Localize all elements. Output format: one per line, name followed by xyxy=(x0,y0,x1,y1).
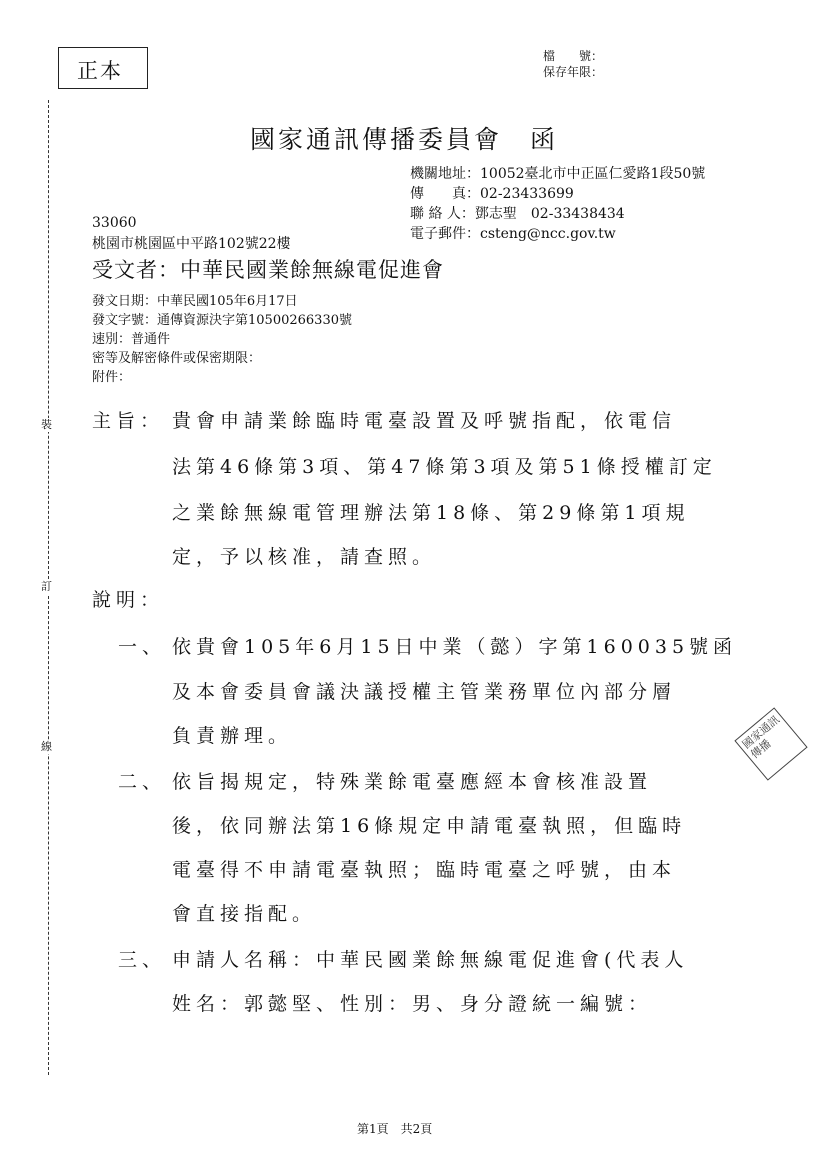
agency-fax: 傳 真：02-23433699 xyxy=(410,186,574,202)
issue-date: 發文日期：中華民國105年6月17日 xyxy=(92,294,298,309)
page-footer: 第1頁 共2頁 xyxy=(357,1122,433,1136)
explanation-label: 說明： xyxy=(92,589,165,611)
attachments: 附件： xyxy=(92,370,132,385)
recipient: 受文者：中華民國業餘無線電促進會 xyxy=(92,258,444,282)
speed-class: 速別：普通件 xyxy=(92,332,171,347)
item-line: 申請人名稱：中華民國業餘無線電促進會(代表人 xyxy=(172,949,689,971)
subject-line: 法第46條第3項、第47條第3項及第51條授權訂定 xyxy=(172,456,717,478)
item-line: 會直接指配。 xyxy=(172,903,317,925)
document-title: 國家通訊傳播委員會 函 xyxy=(250,125,559,154)
file-number-label: 檔 號： xyxy=(543,49,604,63)
item-line: 依貴會105年6月15日中業（懿）字第160035號函 xyxy=(172,636,738,658)
binding-mark-zhuang: 裝 xyxy=(41,418,52,431)
agency-address: 機關地址：10052臺北市中正區仁愛路1段50號 xyxy=(410,166,706,182)
recipient-address: 桃園市桃園區中平路102號22樓 xyxy=(92,236,291,252)
agency-contact-person: 聯 絡 人：鄧志聖 02-33438434 xyxy=(410,206,625,222)
item-number: 三、 xyxy=(118,949,167,971)
seal-text: 國家通訊傳播 xyxy=(740,713,783,762)
item-line: 電臺得不申請電臺執照；臨時電臺之呼號，由本 xyxy=(172,859,677,881)
copy-mark: 正本 xyxy=(77,59,123,83)
agency-email: 電子郵件：csteng@ncc.gov.tw xyxy=(410,226,616,242)
item-line: 依旨揭規定，特殊業餘電臺應經本會核准設置 xyxy=(172,771,653,793)
subject-line: 貴會申請業餘臨時電臺設置及呼號指配，依電信 xyxy=(172,410,677,432)
official-seal xyxy=(734,707,807,780)
item-line: 姓名：郭懿堅、性別：男、身分證統一編號： xyxy=(172,993,653,1015)
security-level: 密等及解密條件或保密期限： xyxy=(92,351,262,366)
item-line: 及本會委員會議決議授權主管業務單位內部分層 xyxy=(172,681,677,703)
subject-label: 主旨： xyxy=(92,410,165,432)
issue-number: 發文字號：通傳資源決字第10500266330號 xyxy=(92,313,352,328)
copy-mark-box xyxy=(58,47,148,89)
postal-code: 33060 xyxy=(92,215,137,231)
item-line: 後，依同辦法第16條規定申請電臺執照，但臨時 xyxy=(172,815,687,837)
binding-mark-ding: 訂 xyxy=(41,580,52,593)
subject-line: 之業餘無線電管理辦法第18條、第29條第1項規 xyxy=(172,502,690,524)
item-number: 二、 xyxy=(118,771,167,793)
item-line: 負責辦理。 xyxy=(172,725,293,747)
subject-line: 定，予以核准，請查照。 xyxy=(172,546,437,568)
retention-label: 保存年限： xyxy=(543,65,604,79)
item-number: 一、 xyxy=(118,636,167,658)
binding-mark-xian: 線 xyxy=(41,740,52,753)
